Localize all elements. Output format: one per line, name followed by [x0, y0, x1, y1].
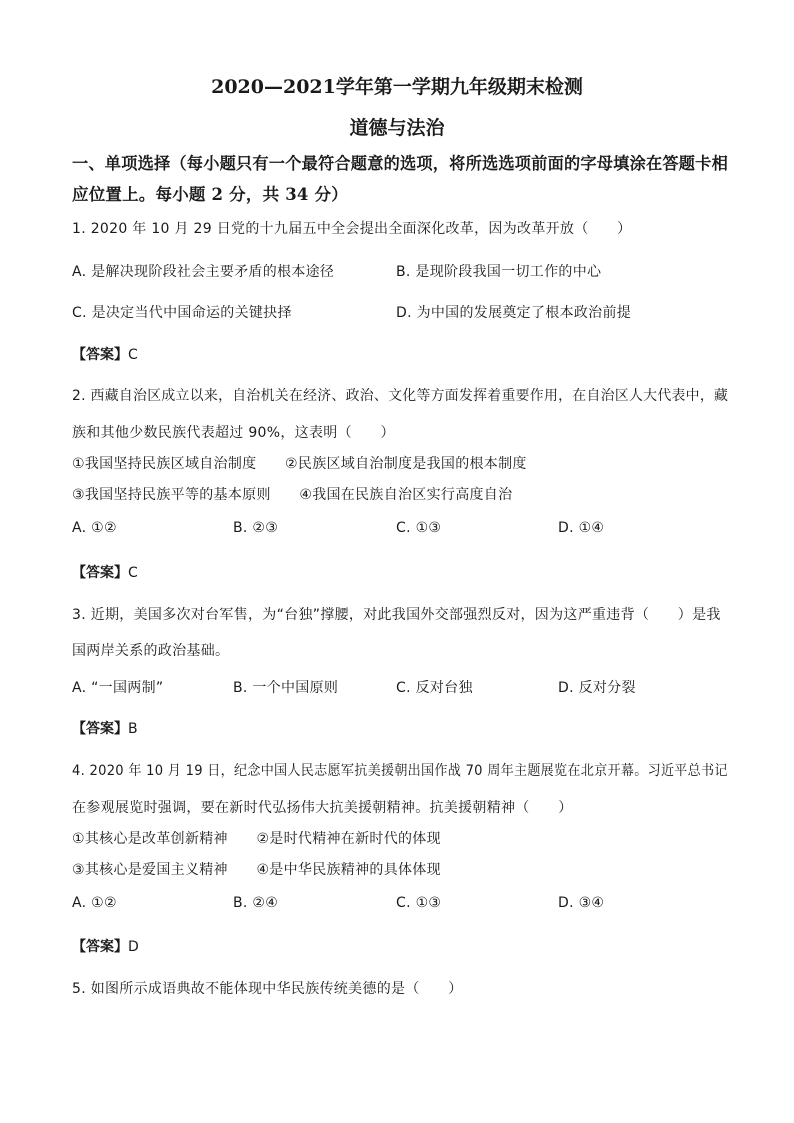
question-4-option-a: A. ①② [72, 895, 117, 911]
question-4-option-d: D. ③④ [558, 895, 605, 911]
question-2-stem-line1: 2. 西藏自治区成立以来，自治机关在经济、政治、文化等方面发挥着重要作用，在自治区人大代表中，藏 [72, 388, 729, 404]
answer-value: C [128, 565, 138, 581]
question-5-stem: 5. 如图所示成语典故不能体现中华民族传统美德的是（ ） [72, 981, 463, 997]
question-2-option-d: D. ①④ [558, 520, 605, 536]
question-4-option-c: C. ①③ [396, 895, 442, 911]
question-1-stem: 1. 2020 年 10 月 29 日党的十九届五中全会提出全面深化改革，因为改革开放（ ） [72, 221, 632, 237]
question-3-option-c: C. 反对台独 [396, 680, 473, 696]
exam-title: 2020—2021学年第一学期九年级期末检测 [211, 76, 583, 98]
question-4-statements-line1: ①其核心是改革创新精神 ②是时代精神在新时代的体现 [72, 831, 441, 847]
question-1-answer [72, 344, 138, 364]
question-2-statements-line2: ③我国坚持民族平等的基本原则 ④我国在民族自治区实行高度自治 [72, 487, 513, 503]
question-3-option-b: B. 一个中国原则 [233, 680, 339, 696]
question-2-statements-line1: ①我国坚持民族区域自治制度 ②民族区域自治制度是我国的根本制度 [72, 456, 527, 472]
answer-tag: 【答案】 [72, 721, 128, 737]
question-4-statements-line2: ③其核心是爱国主义精神 ④是中华民族精神的具体体现 [72, 862, 441, 878]
question-2-option-c: C. ①③ [396, 520, 442, 536]
answer-value: B [128, 721, 138, 737]
answer-tag: 【答案】 [72, 347, 128, 363]
section-heading-line2: 应位置上。每小题 2 分，共 34 分） [72, 185, 348, 204]
question-3-option-a: A. “一国两制” [72, 680, 164, 696]
question-1-option-b: B. 是现阶段我国一切工作的中心 [396, 264, 602, 280]
answer-value: D [128, 939, 139, 955]
question-3-stem-line2: 国两岸关系的政治基础。 [72, 643, 230, 659]
question-4-stem-line2: 在参观展览时强调，要在新时代弘扬伟大抗美援朝精神。抗美援朝精神（ ） [72, 800, 573, 816]
question-2-stem-line2: 族和其他少数民族代表超过 90%，这表明（ ） [72, 425, 395, 441]
answer-value: C [128, 347, 138, 363]
question-3-answer [72, 718, 138, 738]
question-3-option-d: D. 反对分裂 [558, 680, 636, 696]
section-heading-line1: 一、单项选择（每小题只有一个最符合题意的选项，将所选选项前面的字母填涂在答题卡相 [72, 154, 728, 173]
question-1-option-a: A. 是解决现阶段社会主要矛盾的根本途径 [72, 264, 335, 280]
question-1-option-d: D. 为中国的发展奠定了根本政治前提 [396, 305, 632, 321]
question-2-option-b: B. ②③ [233, 520, 279, 536]
question-3-stem-line1: 3. 近期，美国多次对台军售，为“台独”撑腰，对此我国外交部强烈反对，因为这严重违背（ ）是我 [72, 607, 721, 623]
answer-tag: 【答案】 [72, 565, 128, 581]
answer-tag: 【答案】 [72, 939, 128, 955]
exam-subject: 道德与法治 [349, 117, 445, 139]
question-4-stem-line1: 4. 2020 年 10 月 19 日，纪念中国人民志愿军抗美援朝出国作战 70 周年主题展览在北京开幕。习近平总书记 [72, 763, 728, 779]
question-1-option-c: C. 是决定当代中国命运的关键抉择 [72, 305, 292, 321]
question-4-option-b: B. ②④ [233, 895, 279, 911]
question-2-option-a: A. ①② [72, 520, 117, 536]
question-2-answer [72, 562, 138, 582]
question-4-answer [72, 936, 139, 956]
